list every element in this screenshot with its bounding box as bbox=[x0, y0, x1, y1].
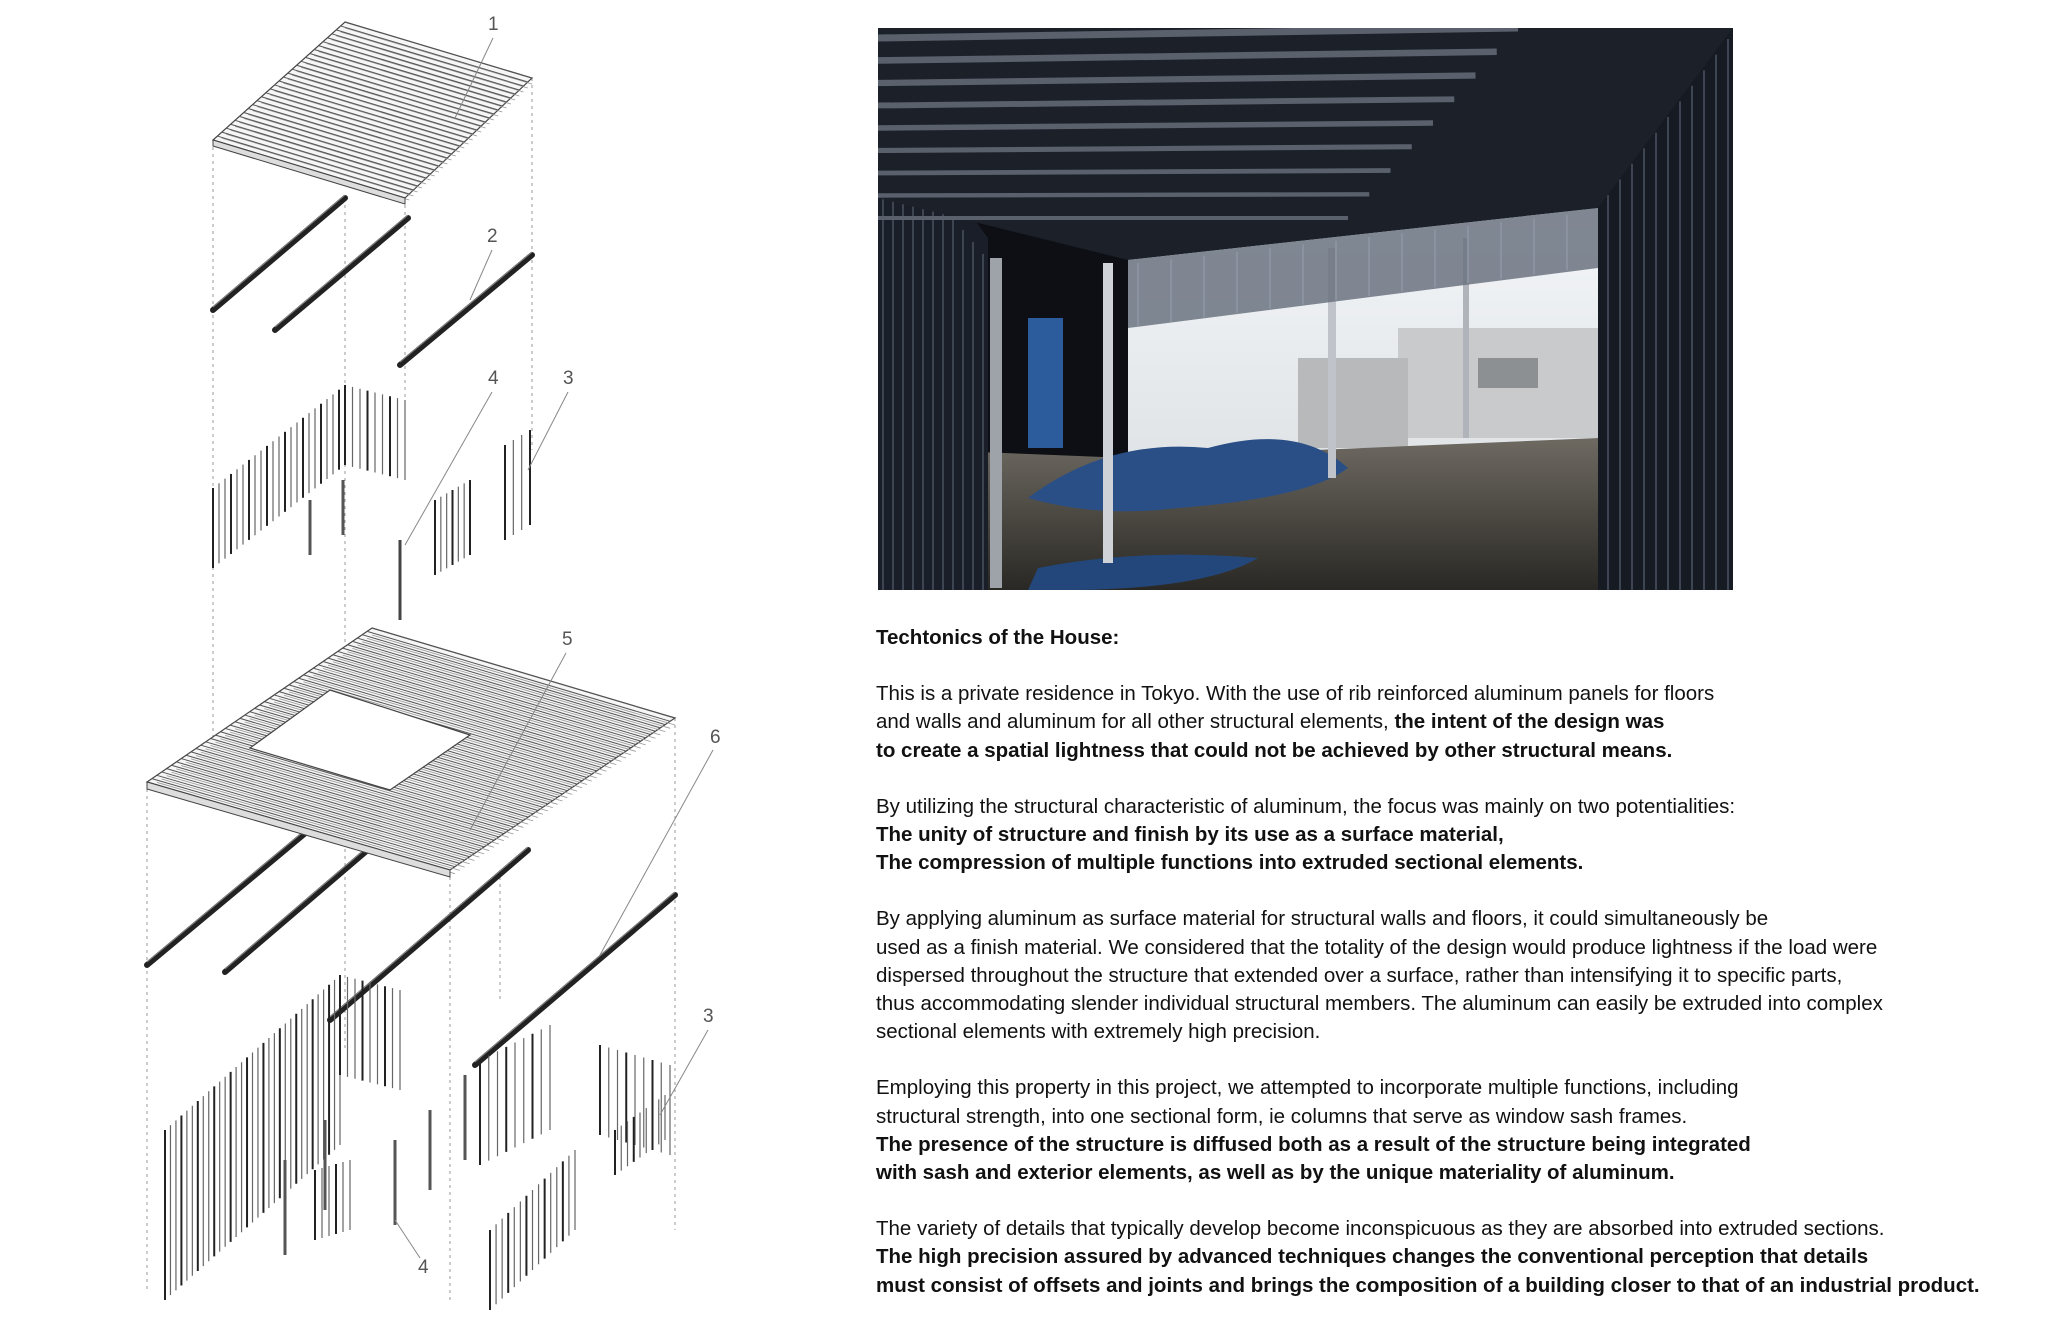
p1-line-3: to create a spatial lightness that could not be achieved by other structural means. bbox=[876, 738, 1673, 762]
p4-line-4: with sash and exterior elements, as well as by the unique materiality of aluminum. bbox=[876, 1161, 1675, 1185]
beam-highlight bbox=[475, 892, 675, 1062]
label-1: 1 bbox=[488, 14, 499, 35]
paragraph-1 bbox=[876, 680, 2036, 765]
label-2: 2 bbox=[487, 226, 498, 247]
p1-line-2b: the intent of the design was bbox=[1394, 710, 1665, 734]
p2-line-1: By utilizing the structural characteristic of aluminum, the focus was mainly on two potentialities: bbox=[876, 794, 1736, 818]
leader-line bbox=[528, 392, 568, 470]
p5-line-1: The variety of details that typically develop become inconspicuous as they are absorbed into extruded sections. bbox=[876, 1217, 1885, 1241]
beam bbox=[213, 198, 345, 310]
floor-slab bbox=[147, 628, 675, 877]
p5-line-3: must consist of offsets and joints and brings the composition of a building closer to that of an industrial product. bbox=[876, 1273, 1980, 1297]
exploded-axonometric-diagram bbox=[0, 0, 840, 1325]
roof-slab bbox=[213, 22, 532, 204]
p3-line-5: sectional elements with extremely high precision. bbox=[876, 1020, 1321, 1044]
p2-line-3: The compression of multiple functions into extruded sectional elements. bbox=[876, 851, 1584, 875]
label-3-upper: 3 bbox=[563, 368, 574, 389]
beam-highlight bbox=[275, 215, 408, 327]
p5-line-2: The high precision assured by advanced techniques changes the conventional perception that details bbox=[876, 1245, 1869, 1269]
label-3-lower: 3 bbox=[703, 1006, 714, 1027]
section-title: Techtonics of the House: bbox=[876, 626, 1120, 649]
p4-line-2: structural strength, into one sectional form, ie columns that serve as window sash frames. bbox=[876, 1104, 1688, 1128]
beam-highlight bbox=[330, 847, 528, 1017]
ceiling-beam bbox=[878, 171, 1391, 174]
leader-line bbox=[395, 1220, 420, 1258]
construction-photo bbox=[878, 28, 1733, 590]
beam bbox=[475, 895, 675, 1065]
ceiling-beam bbox=[878, 194, 1369, 195]
leader-lines bbox=[395, 38, 713, 1258]
p4-line-1: Employing this property in this project, we attempted to incorporate multiple functions, including bbox=[876, 1076, 1739, 1100]
beam bbox=[400, 255, 532, 365]
beam bbox=[330, 850, 528, 1020]
leader-line bbox=[405, 392, 492, 545]
p3-line-3: dispersed throughout the structure that extended over a surface, rather than intensifying it to specific parts, bbox=[876, 963, 1843, 987]
paragraph-3 bbox=[876, 905, 2036, 1046]
label-6: 6 bbox=[710, 727, 721, 748]
label-4-upper: 4 bbox=[488, 368, 499, 389]
label-4-lower: 4 bbox=[418, 1257, 429, 1278]
description-text bbox=[876, 624, 2036, 1328]
leader-line bbox=[660, 1030, 708, 1115]
p1-line-2 bbox=[876, 708, 2036, 736]
beam bbox=[275, 218, 408, 330]
beams bbox=[147, 195, 675, 1065]
paragraph-4 bbox=[876, 1074, 2036, 1187]
paragraph-5 bbox=[876, 1215, 2036, 1300]
p2-line-2: The unity of structure and finish by its use as a surface material, bbox=[876, 823, 1504, 847]
p3-line-2: used as a finish material. We considered that the totality of the design would produce lightness if the load were bbox=[876, 935, 1878, 959]
leader-line bbox=[600, 750, 713, 955]
p3-line-4: thus accommodating slender individual structural members. The aluminum can easily be extruded into complex bbox=[876, 992, 1883, 1016]
p1-line-1: This is a private residence in Tokyo. With the use of rib reinforced aluminum panels for floors bbox=[876, 682, 1715, 706]
p4-line-3: The presence of the structure is diffused both as a result of the structure being integrated bbox=[876, 1132, 1751, 1156]
paragraph-2 bbox=[876, 793, 2036, 878]
p3-line-1: By applying aluminum as surface material for structural walls and floors, it could simultaneously be bbox=[876, 907, 1769, 931]
beam-highlight bbox=[400, 252, 532, 362]
label-5: 5 bbox=[562, 629, 573, 650]
p1-line-2a: and walls and aluminum for all other structural elements, bbox=[876, 710, 1395, 734]
